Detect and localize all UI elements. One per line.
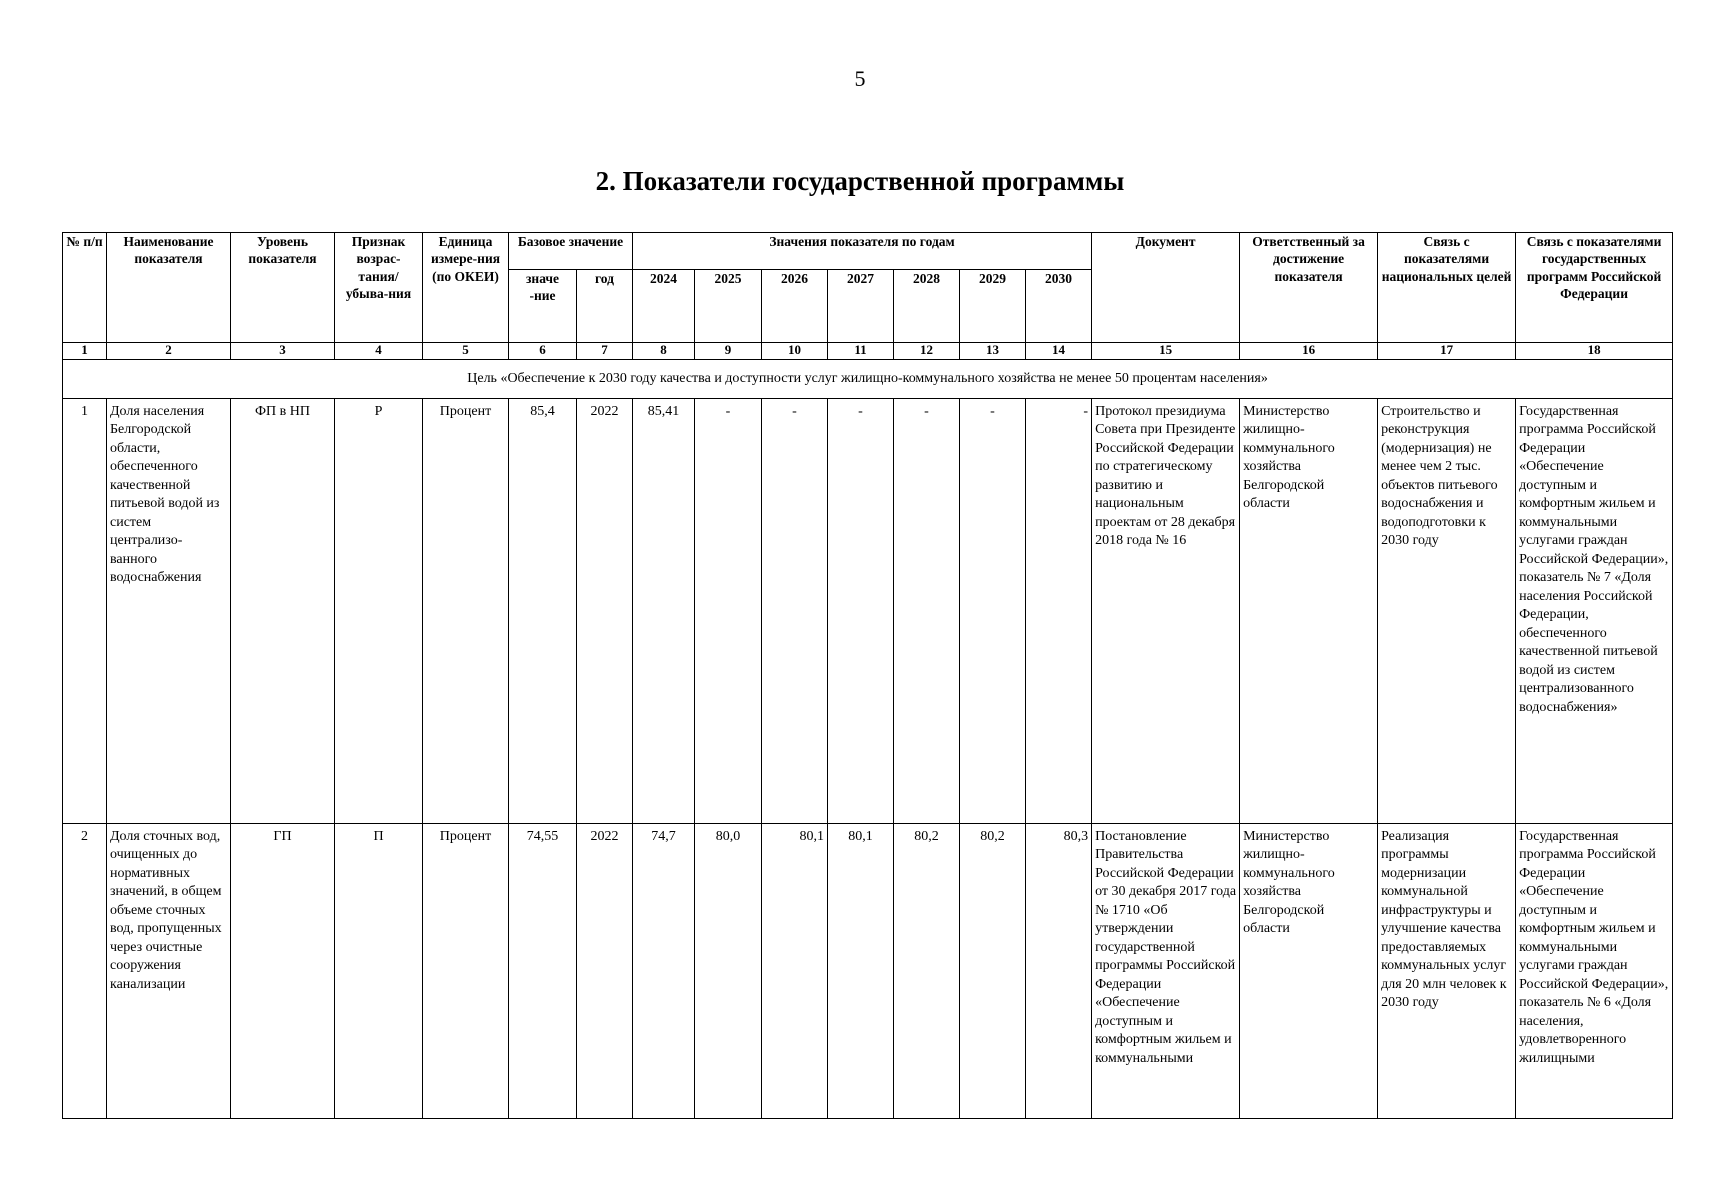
column-number: 3: [231, 343, 335, 360]
goal-text: Цель «Обеспечение к 2030 году качества и доступности услуг жилищно-коммунального хозяйства не менее 50 процентам населения»: [63, 360, 1673, 399]
indicator-document: Постановление Правительства Российской Федерации от 30 декабря 2017 года № 1710 «Об утверждении государственной программы Российской Федерации «Обеспечение доступным и комфортным жильем и коммунальными: [1092, 824, 1240, 1119]
header-year-2024: 2024: [633, 270, 695, 343]
header-responsible: Ответственный за достижение показателя: [1240, 233, 1378, 343]
value-2025: 80,0: [695, 824, 762, 1119]
page-number: 5: [854, 66, 866, 91]
column-number: 11: [828, 343, 894, 360]
header-base: Базовое значение: [509, 233, 633, 270]
row-num: 2: [63, 824, 107, 1119]
value-2030: 80,3: [1026, 824, 1092, 1119]
column-number: 6: [509, 343, 577, 360]
column-number: 15: [1092, 343, 1240, 360]
header-year-2028: 2028: [894, 270, 960, 343]
column-number: 7: [577, 343, 633, 360]
column-number: 14: [1026, 343, 1092, 360]
header-sign: Признак возрас-тания/ убыва-ния: [335, 233, 423, 343]
value-2029: -: [960, 399, 1026, 824]
header-values-by-year: Значения показателя по годам: [633, 233, 1092, 270]
value-2025: -: [695, 399, 762, 824]
header-year-2026: 2026: [762, 270, 828, 343]
indicator-sign: Р: [335, 399, 423, 824]
value-2029: 80,2: [960, 824, 1026, 1119]
base-year: 2022: [577, 399, 633, 824]
table-header: [63, 233, 1673, 360]
column-number: 4: [335, 343, 423, 360]
value-2026: -: [762, 399, 828, 824]
indicators-table: [62, 232, 1673, 1119]
header-federal-programs: Связь с показателями государственных программ Российской Федерации: [1516, 233, 1673, 343]
header-level: Уровень показателя: [231, 233, 335, 343]
goal-row: [63, 360, 1673, 399]
header-year-2030: 2030: [1026, 270, 1092, 343]
header-national-goals: Связь с показателями национальных целей: [1378, 233, 1516, 343]
row-num: 1: [63, 399, 107, 824]
column-number: 12: [894, 343, 960, 360]
column-number: 10: [762, 343, 828, 360]
column-number: 9: [695, 343, 762, 360]
base-value: 74,55: [509, 824, 577, 1119]
table-body: [63, 360, 1673, 1119]
page-title: 2. Показатели государственной программы: [595, 166, 1125, 196]
indicator-responsible: Министерство жилищно-коммунального хозяйства Белгородской области: [1240, 824, 1378, 1119]
value-2030: -: [1026, 399, 1092, 824]
indicator-sign: П: [335, 824, 423, 1119]
header-name: Наименование показателя: [107, 233, 231, 343]
header-year-2027: 2027: [828, 270, 894, 343]
column-number: 5: [423, 343, 509, 360]
indicator-responsible: Министерство жилищно-коммунального хозяйства Белгородской области: [1240, 399, 1378, 824]
value-2028: -: [894, 399, 960, 824]
header-year-2025: 2025: [695, 270, 762, 343]
indicator-unit: Процент: [423, 399, 509, 824]
header-document: Документ: [1092, 233, 1240, 343]
column-number: 13: [960, 343, 1026, 360]
value-2027: 80,1: [828, 824, 894, 1119]
indicator-national-goals: Реализация программы модернизации коммунальной инфраструктуры и улучшение качества предоставляемых коммунальных услуг для 20 млн человек к 2030 году: [1378, 824, 1516, 1119]
column-number: 17: [1378, 343, 1516, 360]
header-unit: Единица измере-ния (по ОКЕИ): [423, 233, 509, 343]
indicator-federal-programs: Государственная программа Российской Федерации «Обеспечение доступным и комфортным жильем и коммунальными услугами граждан Российской Федерации», показатель № 6 «Доля населения, удовлетворенного жилищными: [1516, 824, 1673, 1119]
base-value: 85,4: [509, 399, 577, 824]
table-row: [63, 399, 1673, 824]
indicator-federal-programs: Государственная программа Российской Федерации «Обеспечение доступным и комфортным жильем и коммунальными услугами граждан Российской Федерации», показатель № 7 «Доля населения Российской Федерации, обеспеченного качественной питьевой водой из систем централизованного водоснабжения»: [1516, 399, 1673, 824]
indicator-name: Доля сточных вод, очищенных до нормативных значений, в общем объеме сточных вод, пропущенных через очистные сооружения канализации: [107, 824, 231, 1119]
indicator-national-goals: Строительство и реконструкция (модернизация) не менее чем 2 тыс. объектов питьевого водоснабжения и водоподготовки к 2030 году: [1378, 399, 1516, 824]
value-2024: 74,7: [633, 824, 695, 1119]
column-number: 1: [63, 343, 107, 360]
value-2027: -: [828, 399, 894, 824]
header-base-year: год: [577, 270, 633, 343]
column-number: 18: [1516, 343, 1673, 360]
indicator-unit: Процент: [423, 824, 509, 1119]
column-number: 8: [633, 343, 695, 360]
indicator-name: Доля населения Белгородской области, обеспеченного качественной питьевой водой из систем централизо-ванного водоснабжения: [107, 399, 231, 824]
column-number: 2: [107, 343, 231, 360]
header-year-2029: 2029: [960, 270, 1026, 343]
table-row: [63, 824, 1673, 1119]
header-num: № п/п: [63, 233, 107, 343]
column-number: 16: [1240, 343, 1378, 360]
header-base-value: значе -ние: [509, 270, 577, 343]
indicator-level: ФП в НП: [231, 399, 335, 824]
value-2026: 80,1: [762, 824, 828, 1119]
indicator-level: ГП: [231, 824, 335, 1119]
value-2024: 85,41: [633, 399, 695, 824]
value-2028: 80,2: [894, 824, 960, 1119]
indicator-document: Протокол президиума Совета при Президенте Российской Федерации по стратегическому развитию и национальным проектам от 28 декабря 2018 года № 16: [1092, 399, 1240, 824]
base-year: 2022: [577, 824, 633, 1119]
column-numbers-row: [63, 343, 1673, 360]
